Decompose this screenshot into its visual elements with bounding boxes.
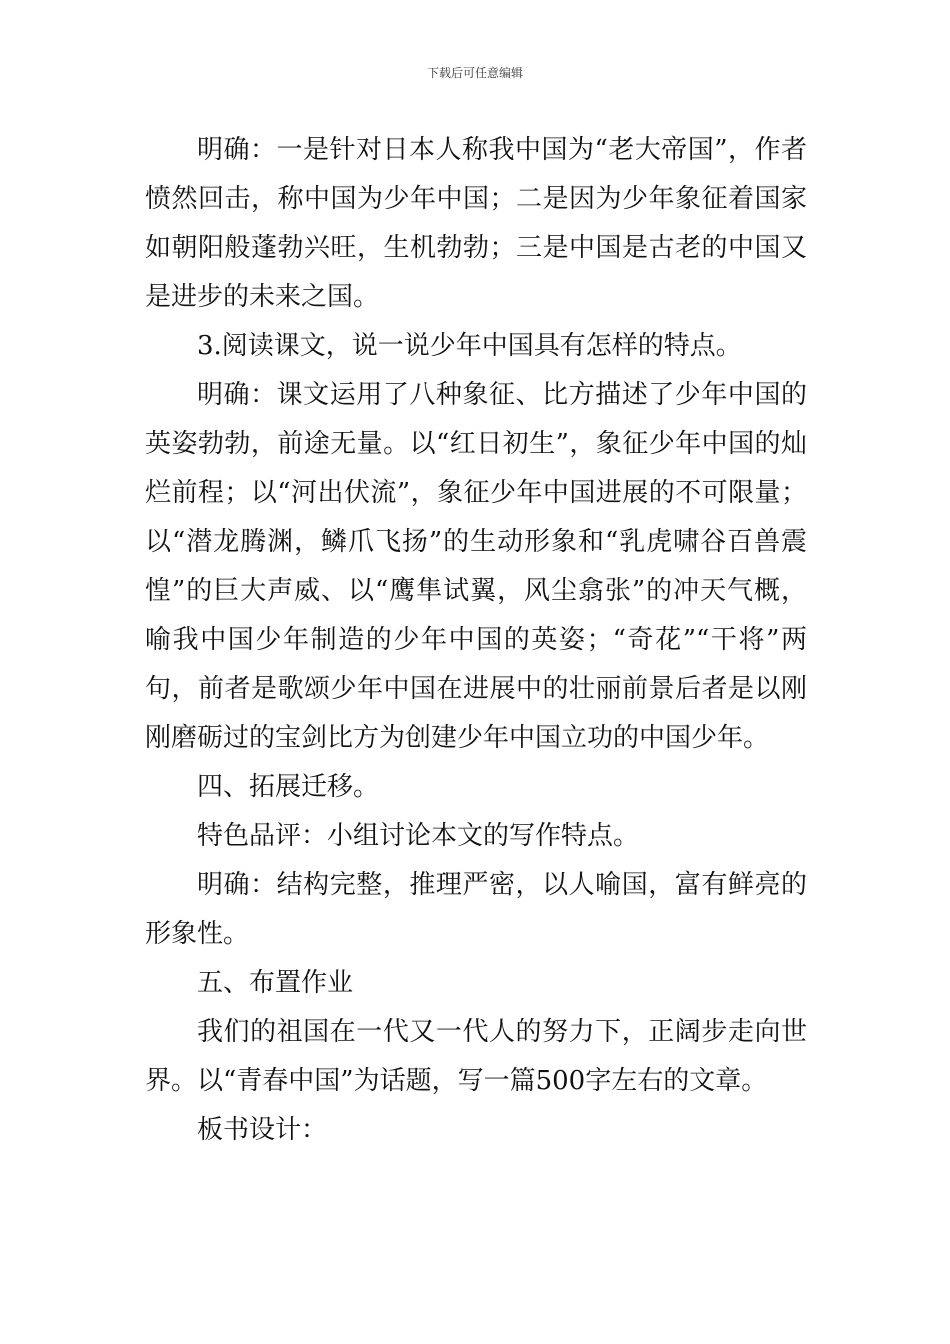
section-heading: 五、布置作业 xyxy=(197,968,354,998)
section-heading: 四、拓展迁移。 xyxy=(197,772,380,802)
paragraph: 明确：一是针对日本人称我中国为“老大帝国”，作者愤然回击，称中国为少年中国；二是因为少年象征着国家如朝阳般蓬勃兴旺，生机勃勃；三是中国是古老的中国又是进步的未来之国。 xyxy=(145,135,807,312)
paragraph: 我们的祖国在一代又一代人的努力下，正阔步走向世界。以“青春中国”为话题，写一篇500字左右的文章。 xyxy=(145,1017,807,1096)
paragraph: 特色品评：小组讨论本文的写作特点。 xyxy=(197,821,640,851)
paragraph: 板书设计： xyxy=(197,1115,328,1145)
document-body xyxy=(145,126,807,1155)
paragraph: 明确：课文运用了八种象征、比方描述了少年中国的英姿勃勃，前途无量。以“红日初生”，象征少年中国的灿烂前程；以“河出伏流”，象征少年中国进展的不可限量；以“潜龙腾渊，鳞爪飞扬”的生动形象和“乳虎啸谷百兽震惶”的巨大声威、以“鹰隼试翼，风尘翕张”的冲天气概，喻我中国少年制造的少年中国的英姿；“奇花”“干将”两句，前者是歌颂少年中国在进展中的壮丽前景后者是以刚刚磨砺过的宝剑比方为创建少年中国立功的中国少年。 xyxy=(145,380,807,753)
paragraph: 明确：结构完整，推理严密，以人喻国，富有鲜亮的形象性。 xyxy=(145,870,807,949)
page-header: 下载后可任意编辑 xyxy=(426,66,523,80)
paragraph: 3.阅读课文，说一说少年中国具有怎样的特点。 xyxy=(197,331,742,361)
